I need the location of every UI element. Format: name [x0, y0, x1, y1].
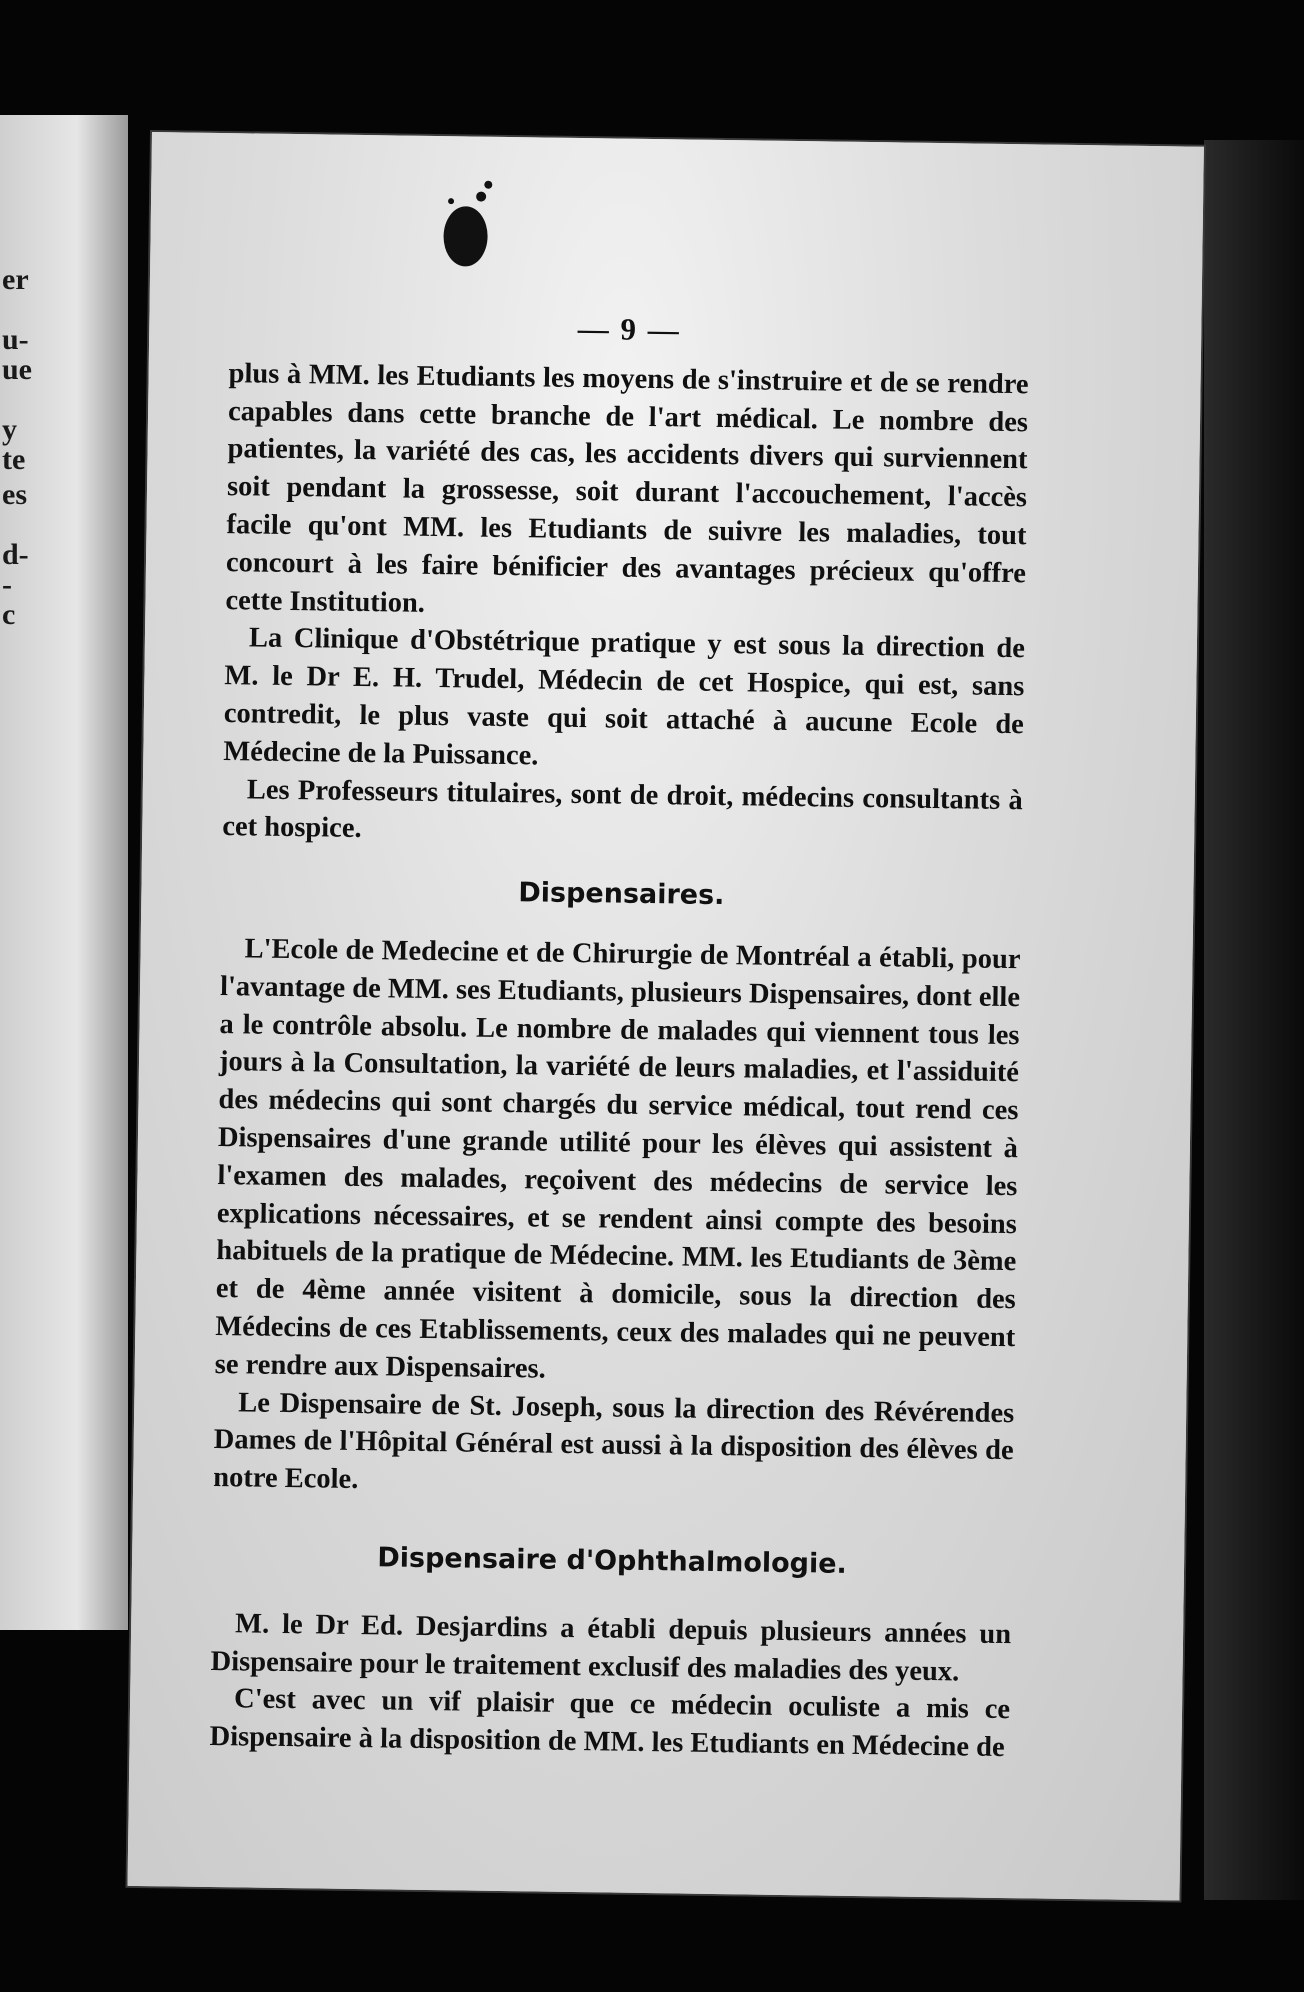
- paragraph: C'est avec un vif plaisir que ce médecin oculiste a mis ce Dispensaire à la disposition de MM. les Etudiants en Médecine de: [209, 1683, 1011, 1764]
- left-page-fragment: es: [2, 478, 27, 511]
- left-page-fragment: d-: [2, 538, 29, 571]
- left-page-fragment: er: [2, 263, 29, 296]
- paragraph: La Clinique d'Obstétrique pratique y est sous la direction de M. le Dr E. H. Trudel, Médecin de cet Hospice, qui est, sans contredit, le plus vaste qui soit attaché à aucune Ecole de Médecine de la Puissance.: [223, 622, 1026, 772]
- left-facing-page: [0, 115, 128, 1630]
- section-heading-ophthalmologie: Dispensaire d'Ophthalmologie.: [377, 1542, 848, 1580]
- left-page-fragment: te: [2, 443, 26, 476]
- left-page-fragment: y: [2, 413, 17, 446]
- left-page-fragment: u-: [2, 323, 29, 356]
- left-page-fragment: -: [2, 568, 12, 601]
- paragraph: M. le Dr Ed. Desjardins a établi depuis plusieurs années un Dispensaire pour le traitement exclusif des maladies des yeux.: [210, 1608, 1012, 1687]
- document-page: [128, 132, 1204, 1901]
- page-number: — 9 —: [577, 310, 682, 348]
- ink-stain-mark: [425, 176, 506, 277]
- paragraph: plus à MM. les Etudiants les moyens de s'instruire et de se rendre capables dans cette branche de l'art médical. Le nombre des patientes, la variété des cas, les accidents divers qui surviennent soit pendant la grossesse, soit durant l'accouchement, l'accès facile qu'ont MM. les Etudiants de suivre les maladies, tout concourt à les faire bénificier des avantages précieux qu'offre cette Institution.: [225, 357, 1029, 619]
- left-page-fragment: ue: [2, 353, 32, 386]
- section-heading-dispensaires: Dispensaires.: [518, 877, 725, 912]
- page-text: [209, 305, 1029, 1767]
- paragraph: L'Ecole de Medecine et de Chirurgie de Montréal a établi, pour l'avantage de MM. ses Etudiants, plusieurs Dispensaires, dont elle a le contrôle absolu. Le nombre de malades qui viennent tous les jours à la Consultation, la variété de leurs maladies, et l'assiduité des médecins qui sont chargés du service médical, tout rend ces Dispensaires d'une grande utilité pour les élèves qui assistent à l'examen des malades, reçoivent des médecins de service les explications nécessaires, et se rendent ainsi compte des besoins habituels de la pratique de Médecine. MM. les Etudiants de 3ème et de 4ème année visitent à domicile, sous la direction des Médecins de ces Etablissements, ceux des malades qui ne peuvent se rendre aux Dispensaires.: [214, 933, 1021, 1385]
- book-edge: [1204, 140, 1304, 1900]
- paragraph: Le Dispensaire de St. Joseph, sous la direction des Révérendes Dames de l'Hôpital Général est aussi à la disposition des élèves de notre Ecole.: [213, 1386, 1015, 1496]
- paragraph: Les Professeurs titulaires, sont de droit, médecins consultants à cet hospice.: [222, 773, 1023, 845]
- left-page-fragment: c: [2, 598, 16, 631]
